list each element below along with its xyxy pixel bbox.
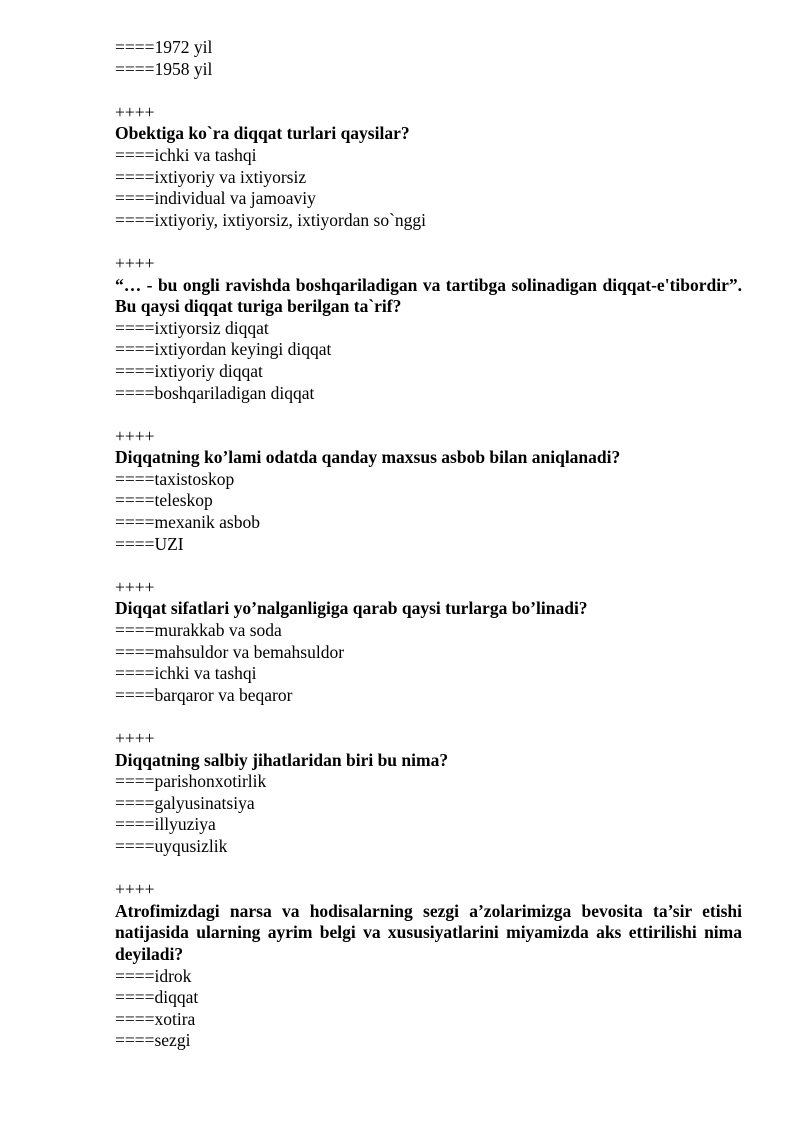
question-marker: ++++ — [115, 101, 155, 122]
question-text: Diqqat sifatlari yo’nalganligiga qarab qaysi turlarga bo’linadi? — [115, 598, 588, 619]
question-marker: ++++ — [115, 425, 155, 446]
question-text: “… - bu ongli ravishda boshqariladigan va tartibga solinadigan diqqat-e'tibordir”. Bu qaysi diqqat turiga berilgan ta`rif? — [115, 274, 742, 317]
spacer — [115, 858, 742, 880]
answer-line: ====ixtiyoriy va ixtiyorsiz — [115, 166, 307, 187]
answer-line: ====sezgi — [115, 1030, 191, 1051]
spacer — [115, 404, 742, 426]
question-text: Atrofimizdagi narsa va hodisalarning sezgi a’zolarimizga bevosita ta’sir etishi natijasida ularning ayrim belgi va xususiyatlarini miyamizda aks ettirilishi nima deyiladi? — [115, 900, 742, 964]
spacer — [115, 80, 742, 102]
question-block-5 — [115, 728, 742, 858]
answer-line: ====illyuziya — [115, 814, 216, 835]
answer-line: ====ichki va tashqi — [115, 663, 257, 684]
answer-line: ====teleskop — [115, 490, 213, 511]
question-text: Diqqatning ko’lami odatda qanday maxsus asbob bilan aniqlanadi? — [115, 447, 621, 468]
answer-line: ====xotira — [115, 1008, 196, 1029]
answer-line: ====ixtiyorsiz diqqat — [115, 317, 269, 338]
spacer — [115, 706, 742, 728]
answer-line: ====uyqusizlik — [115, 835, 228, 856]
question-marker: ++++ — [115, 879, 155, 900]
question-block-6 — [115, 879, 742, 1052]
answer-line: ====1972 yil — [115, 37, 213, 57]
top-answer-list — [115, 37, 742, 80]
question-marker: ++++ — [115, 576, 155, 597]
spacer — [115, 231, 742, 253]
question-block-4 — [115, 577, 742, 707]
answer-line: ====ixtiyordan keyingi diqqat — [115, 339, 332, 360]
question-text: Diqqatning salbiy jihatlaridan biri bu nima? — [115, 749, 449, 770]
answer-line: ====murakkab va soda — [115, 620, 282, 641]
question-block-1 — [115, 102, 742, 232]
answer-line: ====UZI — [115, 533, 184, 554]
question-block-3 — [115, 426, 742, 556]
answer-line: ====boshqariladigan diqqat — [115, 382, 315, 403]
document-page — [115, 37, 742, 1052]
answer-line: ====barqaror va beqaror — [115, 684, 293, 705]
answer-line: ====ixtiyoriy diqqat — [115, 360, 263, 381]
question-marker: ++++ — [115, 252, 155, 273]
question-block-2 — [115, 253, 742, 404]
answer-line: ====diqqat — [115, 987, 199, 1008]
spacer — [115, 555, 742, 577]
answer-line: ====idrok — [115, 965, 192, 986]
question-marker: ++++ — [115, 728, 155, 748]
answer-line: ====ixtiyoriy, ixtiyorsiz, ixtiyordan so`nggi — [115, 209, 427, 230]
answer-line: ====1958 yil — [115, 58, 213, 79]
question-text: Obektiga ko`ra diqqat turlari qaysilar? — [115, 123, 410, 144]
answer-line: ====mahsuldor va bemahsuldor — [115, 641, 345, 662]
answer-line: ====individual va jamoaviy — [115, 188, 316, 209]
answer-line: ====galyusinatsiya — [115, 792, 255, 813]
answer-line: ====ichki va tashqi — [115, 144, 257, 165]
answer-line: ====mexanik asbob — [115, 512, 260, 533]
answer-line: ====taxistoskop — [115, 468, 235, 489]
answer-line: ====parishonxotirlik — [115, 771, 267, 792]
